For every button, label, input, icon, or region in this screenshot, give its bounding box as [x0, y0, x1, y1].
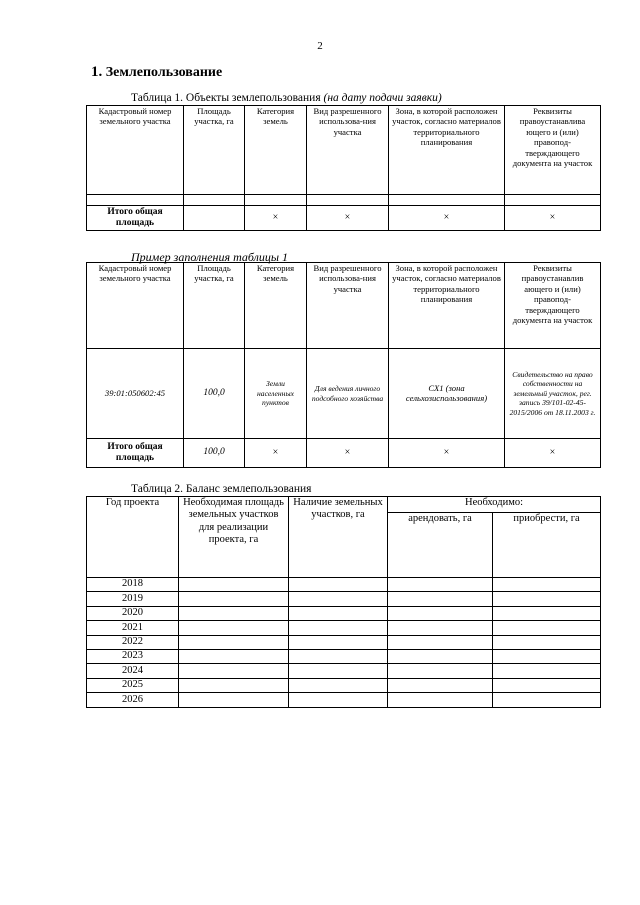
- table-row: [87, 678, 601, 692]
- table-cell: [388, 664, 493, 678]
- table2-year-cell: 2024: [87, 664, 179, 678]
- table1-total-category: ×: [245, 206, 307, 231]
- section-title: Землепользование: [105, 65, 223, 80]
- table1-total-label: Итого общая площадь: [87, 206, 184, 231]
- table-cell: [289, 664, 388, 678]
- table1-header-category: Категория земель: [245, 106, 307, 195]
- table2-year-cell: 2019: [87, 592, 179, 606]
- table2-year-cell: 2023: [87, 649, 179, 663]
- table-row: [87, 195, 601, 206]
- example-total-row: [87, 439, 601, 468]
- table-cell: [388, 678, 493, 692]
- table2-header-needed: Необходимо:: [388, 497, 601, 513]
- table1-caption-italic: (на дату подачи заявки): [323, 92, 442, 104]
- table2-land-balance: [86, 496, 601, 708]
- table-cell: [179, 649, 289, 663]
- table-row: [87, 649, 601, 663]
- table1-caption-text: Таблица 1. Объекты землепользования: [131, 92, 324, 104]
- table2-header-row: [87, 497, 601, 513]
- table-row: [87, 606, 601, 620]
- table-row: [87, 621, 601, 635]
- table1-caption: [131, 92, 442, 104]
- table-cell: [289, 649, 388, 663]
- table-cell: [493, 592, 601, 606]
- table-cell: [245, 195, 307, 206]
- example-total-zone: ×: [389, 439, 505, 468]
- table-cell: [184, 195, 245, 206]
- table-cell: [289, 578, 388, 592]
- table-cell: [179, 606, 289, 620]
- section-number: 1.: [91, 64, 103, 80]
- table-cell: [493, 578, 601, 592]
- table2-year-cell: 2026: [87, 693, 179, 707]
- table2-body: [87, 578, 601, 708]
- table1-total-area: [184, 206, 245, 231]
- example-header-cadastral: Кадастровый номер земельного участка: [87, 263, 184, 349]
- table-cell: [388, 621, 493, 635]
- table2-year-cell: 2025: [87, 678, 179, 692]
- table1-total-zone: ×: [389, 206, 505, 231]
- table2-year-cell: 2022: [87, 635, 179, 649]
- table-cell: [493, 664, 601, 678]
- example-header-area: Площадь участка, га: [184, 263, 245, 349]
- table1-header-documents: Реквизиты правоустанавлива ющего и (или) правопод-тверждающего документа на участок: [505, 106, 601, 195]
- table-cell: [493, 606, 601, 620]
- table-cell: [493, 635, 601, 649]
- table2-year-cell: 2018: [87, 578, 179, 592]
- table-cell: [493, 621, 601, 635]
- table-cell: [179, 693, 289, 707]
- example-header-row: [87, 263, 601, 349]
- example-caption: Пример заполнения таблицы 1: [131, 250, 288, 264]
- example-header-category: Категория земель: [245, 263, 307, 349]
- example-usage: Для ведения личного подсобного хозяйства: [307, 349, 389, 439]
- section-heading: [91, 64, 222, 81]
- table-cell: [289, 621, 388, 635]
- table-cell: [493, 678, 601, 692]
- table-cell: [289, 635, 388, 649]
- table-cell: [388, 592, 493, 606]
- table-cell: [179, 635, 289, 649]
- table-row: [87, 592, 601, 606]
- example-document: Свидетельство на право собственности на земельный участок, рег. запись 39/101-02-45-2015/2006 от 18.11.2003 г.: [505, 349, 601, 439]
- table2-header-available: Наличие земельных участков, га: [289, 497, 388, 578]
- table-cell: [289, 606, 388, 620]
- table-row: [87, 578, 601, 592]
- table-cell: [388, 635, 493, 649]
- table-cell: [179, 678, 289, 692]
- table-cell: [179, 592, 289, 606]
- example-table: [86, 262, 601, 468]
- example-total-area: 100,0: [184, 439, 245, 468]
- example-header-zone: Зона, в которой расположен участок, согласно материалов территориального планирования: [389, 263, 505, 349]
- table2-header-year: Год проекта: [87, 497, 179, 578]
- table-cell: [179, 621, 289, 635]
- table-cell: [505, 195, 601, 206]
- table1-header-area: Площадь участка, га: [184, 106, 245, 195]
- table-row: [87, 693, 601, 707]
- example-total-label: Итого общая площадь: [87, 439, 184, 468]
- table1-land-objects: [86, 105, 601, 231]
- table-cell: [388, 649, 493, 663]
- table1-header-usage: Вид разрешенного использова-ния участка: [307, 106, 389, 195]
- table1-total-usage: ×: [307, 206, 389, 231]
- table2-header-required: Необходимая площадь земельных участков для реализации проекта, га: [179, 497, 289, 578]
- table1-total-documents: ×: [505, 206, 601, 231]
- table1-header-cadastral: Кадастровый номер земельного участка: [87, 106, 184, 195]
- table-cell: [307, 195, 389, 206]
- example-data-row: [87, 349, 601, 439]
- example-area: 100,0: [184, 349, 245, 439]
- example-zone: СХ1 (зона сельхозиспользования): [389, 349, 505, 439]
- table-cell: [388, 693, 493, 707]
- table-cell: [493, 649, 601, 663]
- example-total-category: ×: [245, 439, 307, 468]
- table-cell: [493, 693, 601, 707]
- table-row: [87, 664, 601, 678]
- table1-total-row: [87, 206, 601, 231]
- table-cell: [388, 606, 493, 620]
- page-number: 2: [317, 40, 323, 52]
- table-cell: [388, 578, 493, 592]
- example-cadastral-number: 39:01:050602:45: [87, 349, 184, 439]
- table2-caption: Таблица 2. Баланс землепользования: [131, 483, 312, 495]
- table1-header-zone: Зона, в которой расположен участок, согласно материалов территориального планирования: [389, 106, 505, 195]
- table2-year-cell: 2021: [87, 621, 179, 635]
- table-cell: [289, 693, 388, 707]
- table2-year-cell: 2020: [87, 606, 179, 620]
- table-cell: [179, 664, 289, 678]
- table2-header-rent: арендовать, га: [388, 513, 493, 578]
- example-header-documents: Реквизиты правоустанавлив ающего и (или) правопод-тверждающего документа на участок: [505, 263, 601, 349]
- table-cell: [289, 678, 388, 692]
- table1-header-row: [87, 106, 601, 195]
- table-row: [87, 635, 601, 649]
- example-total-usage: ×: [307, 439, 389, 468]
- example-total-documents: ×: [505, 439, 601, 468]
- table2-header-buy: приобрести, га: [493, 513, 601, 578]
- table-cell: [389, 195, 505, 206]
- table-cell: [87, 195, 184, 206]
- table-cell: [179, 578, 289, 592]
- example-header-usage: Вид разрешенного использова-ния участка: [307, 263, 389, 349]
- example-category: Земли населенных пунктов: [245, 349, 307, 439]
- table-cell: [289, 592, 388, 606]
